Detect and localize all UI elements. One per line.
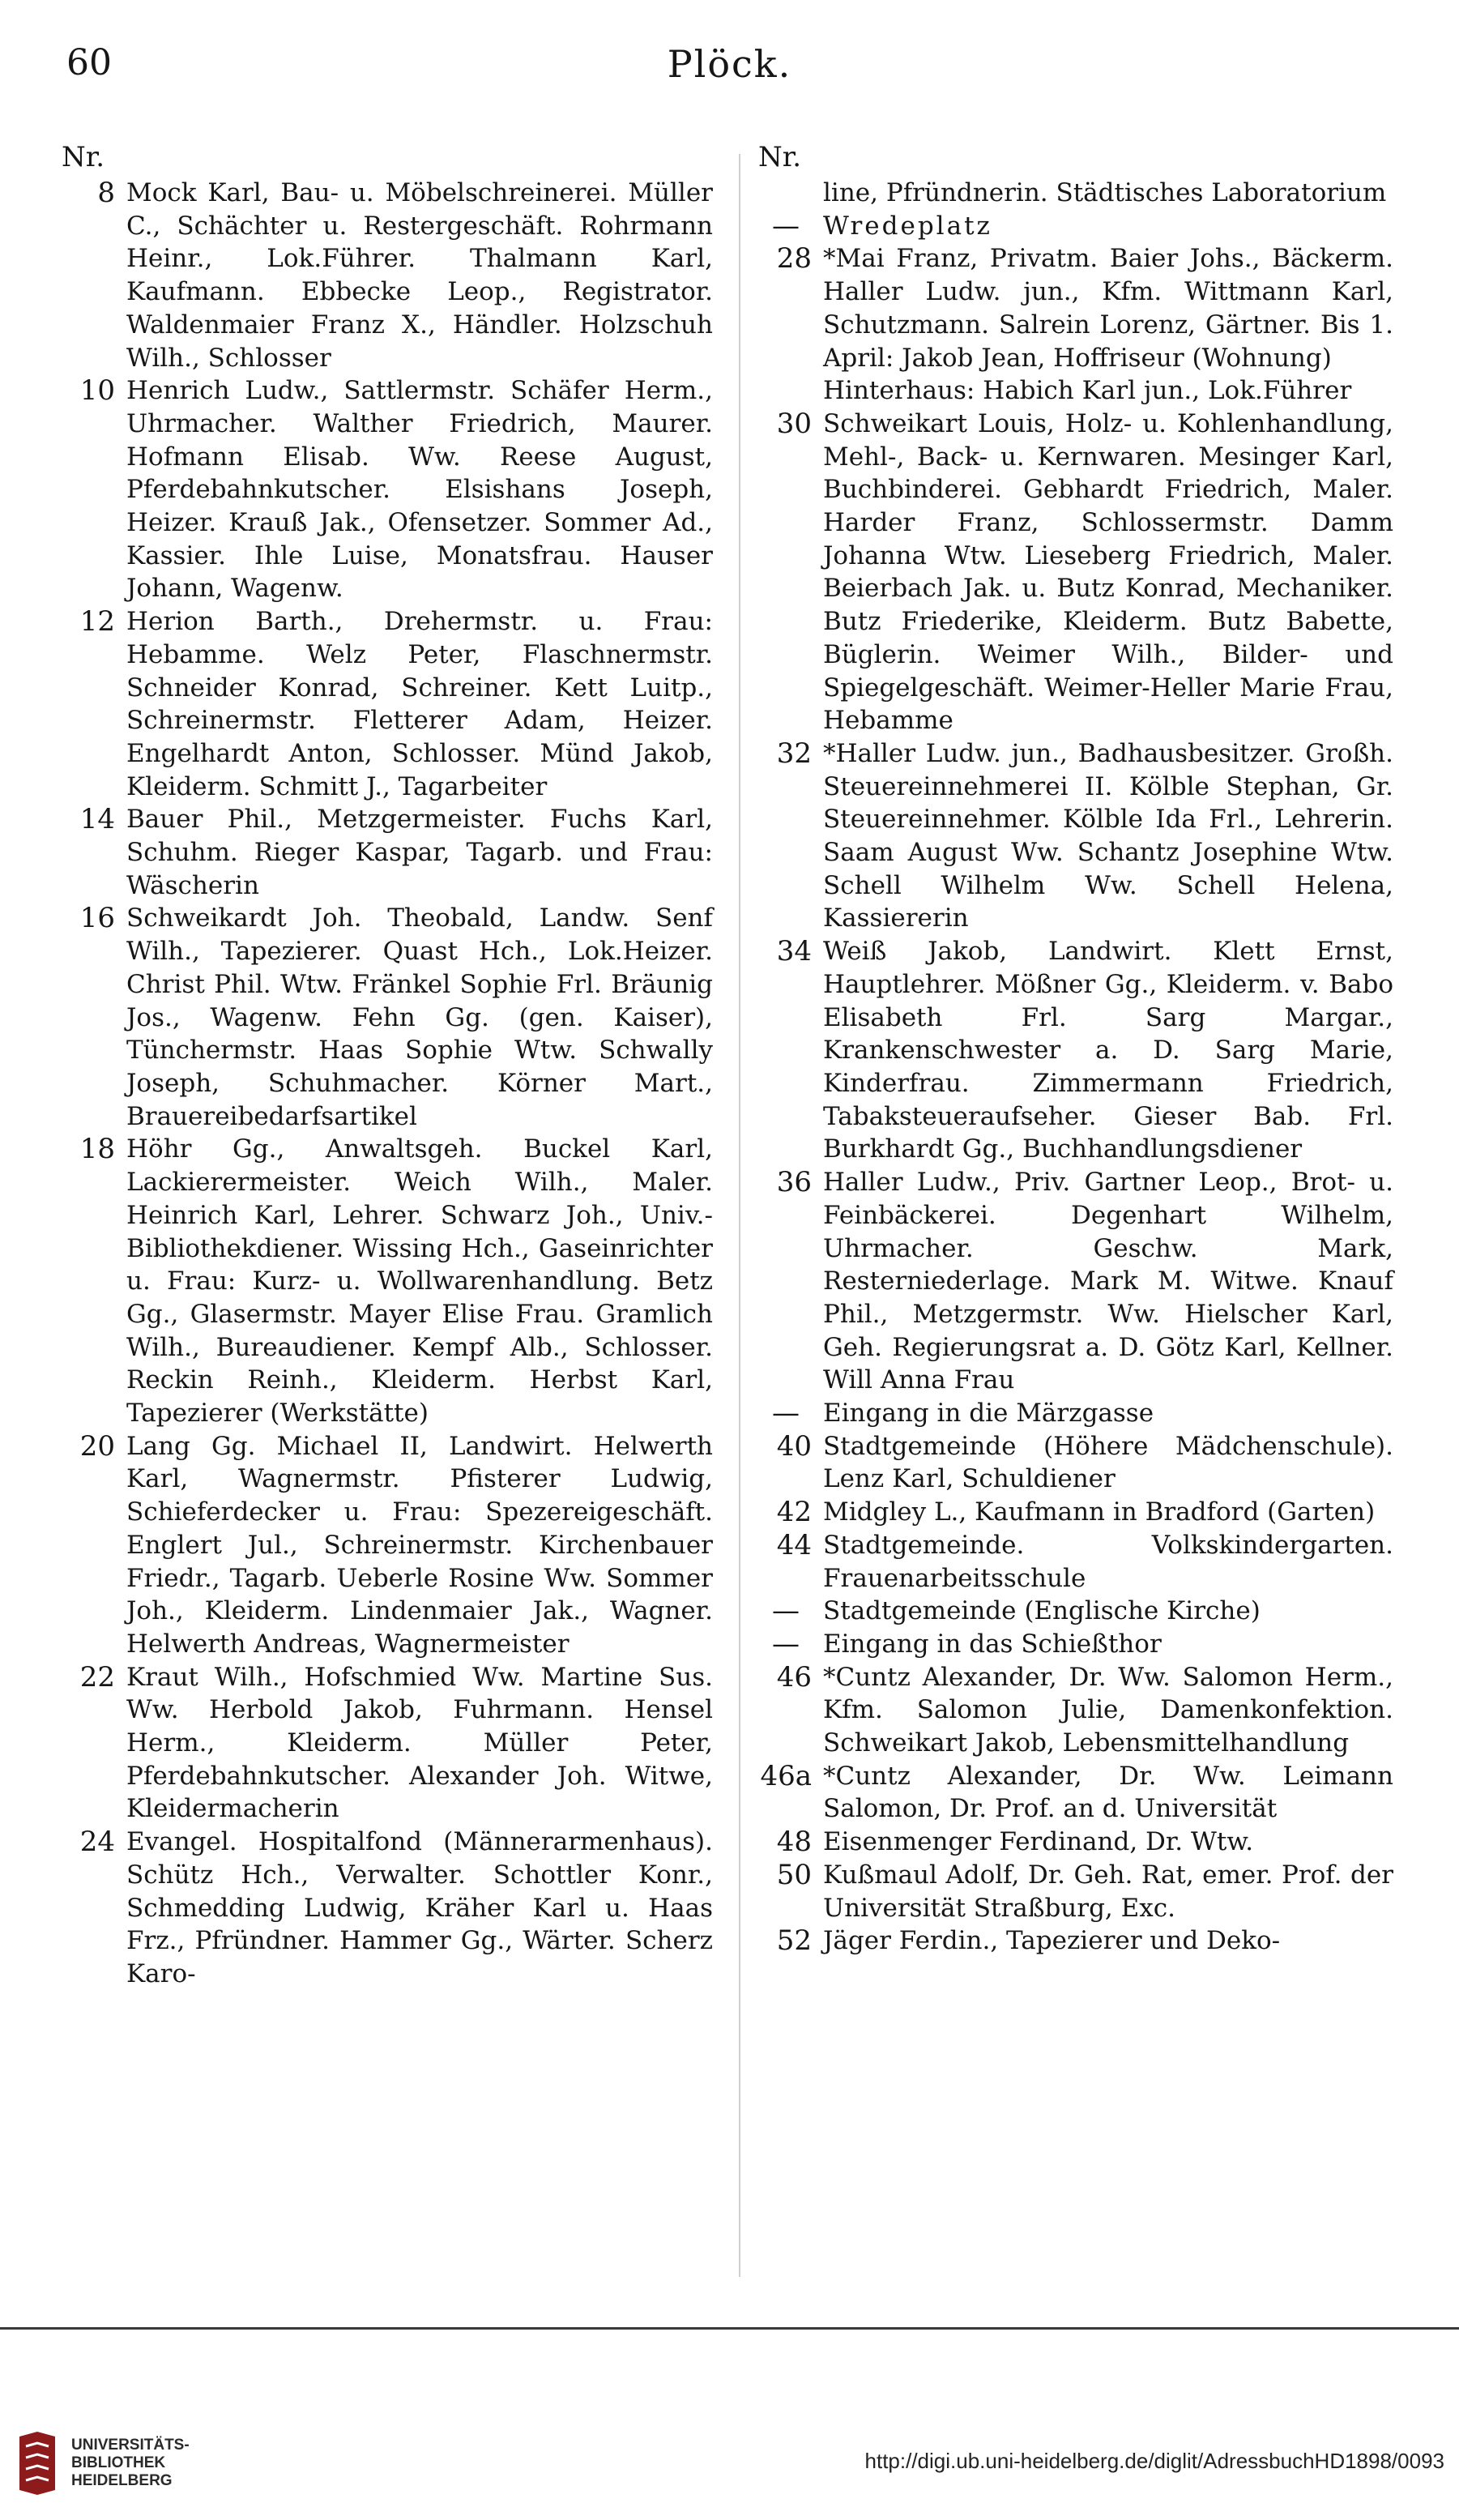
house-number: 48 [776,1826,812,1859]
resident-listing [823,1859,1393,1924]
house-number: 22 [79,1660,115,1694]
house-entry [753,1430,1393,1496]
library-logo [15,2423,258,2504]
house-number: — [772,209,800,242]
house-entry [753,1661,1393,1760]
resident-listing [823,408,1393,737]
resident-listing [126,374,713,605]
right-column [753,143,1393,1958]
house-entry [57,1430,713,1661]
resident-listing [823,1529,1393,1595]
house-number: 36 [776,1166,812,1199]
listing-text: Kraut Wilh., Hofschmied Ww. Martine Sus. Ww. Herbold Jakob, Fuhrmann. Hensel Herm., Kleiderm. Müller Peter, Pferdebahnkutscher. Alexander Joh. Witwe, Kleidermacherin [126,1662,713,1824]
listing-text: Eingang in das Schießthor [823,1629,1162,1659]
library-seal-icon [15,2428,60,2498]
resident-listing [823,935,1393,1166]
house-entry [57,374,713,605]
house-number: — [772,1627,800,1660]
house-entry [753,1859,1393,1924]
listing-text: Bauer Phil., Metzgermeister. Fuchs Karl, Schuhm. Rieger Kaspar, Tagarb. und Frau: Wäscherin [126,805,713,900]
resident-listing [823,1661,1393,1760]
resident-listing [823,374,1393,408]
library-name-line: HEIDELBERG [71,2472,173,2489]
source-url-link[interactable]: http://digi.ub.uni-heidelberg.de/diglit/AdressbuchHD1898/0093 [864,2449,1444,2473]
listing-text: *Mai Franz, Privatm. Baier Johs., Bäckerm. Haller Ludw. jun., Kfm. Wittmann Karl, Schutzmann. Salrein Lorenz, Gärtner. Bis 1. April: Jakob Jean, Hoffriseur (Wohnung) [823,244,1393,373]
resident-listing [823,737,1393,935]
house-entry [753,1760,1393,1826]
listing-text: Herion Barth., Drehermstr. u. Frau: Hebamme. Welz Peter, Flaschnermstr. Schneider Konrad, Schreiner. Kett Luitp., Schreinermstr. Fletterer Adam, Heizer. Engelhardt Anton, Schlosser. Münd Jakob, Kleiderm. Schmitt J., Tagarbeiter [126,607,713,801]
listing-text: Henrich Ludw., Sattlermstr. Schäfer Herm., Uhrmacher. Walther Friedrich, Maurer. Hofmann Elisab. Ww. Reese August, Pferdebahnkutscher. Elsishans Joseph, Heizer. Krauß Jak., Ofensetzer. Sommer Ad., Kassier. Ihle Luise, Monatsfrau. Hauser Johann, Wagenw. [126,376,713,604]
house-number: — [772,1595,800,1628]
resident-listing [126,1826,713,1991]
column-divider [739,154,740,2277]
footer-rule [0,2327,1459,2330]
house-entry [753,242,1393,374]
left-column [57,143,713,1991]
house-entry [57,1133,713,1429]
resident-listing [823,1924,1393,1958]
house-entry [57,177,713,374]
resident-listing [823,1397,1393,1430]
resident-listing [823,177,1393,210]
listing-text: Weiß Jakob, Landwirt. Klett Ernst, Hauptlehrer. Mößner Gg., Kleiderm. v. Babo Elisabeth Frl. Sarg Margar., Krankenschwester a. D. Sarg Marie, Kinderfrau. Zimmermann Friedrich, Tabaksteueraufseher. Gieser Bab. Frl. Burkhardt Gg., Buchhandlungsdiener [823,937,1393,1164]
house-number: 46 [776,1660,812,1694]
running-title: Plöck. [667,42,792,86]
resident-listing [823,1496,1393,1529]
house-number: 46a [760,1759,812,1792]
house-number: 20 [79,1429,115,1463]
house-number: 24 [79,1826,115,1859]
house-entry [753,1496,1393,1529]
library-name-line: BIBLIOTHEK [71,2454,166,2471]
house-entry [753,177,1393,210]
house-entry [57,1826,713,1991]
house-entry [57,605,713,803]
house-entry [753,1529,1393,1595]
house-entry [753,1628,1393,1661]
house-number: 30 [776,407,812,440]
listing-text: Höhr Gg., Anwaltsgeh. Buckel Karl, Lackierermeister. Weich Wilh., Maler. Heinrich Karl, Lehrer. Schwarz Joh., Univ.-Bibliothekdiener. Wissing Hch., Gaseinrichter u. Frau: Kurz- u. Wollwarenhandlung. Betz Gg., Glasermstr. Mayer Elise Frau. Gramlich Wilh., Bureaudiener. Kempf Alb., Schlosser. Reckin Reinh., Kleiderm. Herbst Karl, Tapezierer (Werkstätte) [126,1134,713,1429]
listing-text: Schweikart Louis, Holz- u. Kohlenhandlung, Mehl-, Back- u. Kernwaren. Mesinger Karl, Buchbinderei. Gebhardt Friedrich, Maler. Harder Franz, Schlossermstr. Damm Johanna Wtw. Lieseberg Friedrich, Maler. Beierbach Jak. u. Butz Konrad, Mechaniker. Butz Friederike, Kleiderm. Butz Babette, Büglerin. Weimer Wilh., Bilder- und Spiegelgeschäft. Weimer-Heller Marie Frau, Hebamme [823,408,1393,736]
library-name [71,2437,190,2490]
house-entry [57,1661,713,1826]
resident-listing [823,1628,1393,1661]
house-number: 12 [79,605,115,639]
resident-listing [823,242,1393,374]
house-number: 52 [776,1924,812,1958]
resident-listing [126,1661,713,1826]
house-number: 32 [776,737,812,770]
house-entry [57,803,713,902]
house-entry [753,1826,1393,1859]
resident-listing [823,1595,1393,1628]
house-entry [753,737,1393,935]
listing-text: Schweikardt Joh. Theobald, Landw. Senf Wilh., Tapezierer. Quast Hch., Lok.Heizer. Christ Phil. Wtw. Fränkel Sophie Frl. Bräunig Jos., Wagenw. Fehn Gg. (gen. Kaiser), Tünchermstr. Haas Sophie Wtw. Schwally Joseph, Schuhmacher. Körner Mart., Brauereibedarfsartikel [126,903,713,1131]
resident-listing [126,803,713,902]
listing-text: Stadtgemeinde (Englische Kirche) [823,1596,1261,1626]
house-entry [753,408,1393,737]
resident-listing [126,1430,713,1661]
house-entry [753,1595,1393,1628]
house-number: 14 [79,803,115,836]
resident-listing [823,210,1393,243]
listing-text: Evangel. Hospitalfond (Männerarmenhaus). Schütz Hch., Verwalter. Schottler Konr., Schmedding Ludwig, Kräher Karl u. Haas Frz., Pfründner. Hammer Gg., Wärter. Scherz Karo- [126,1827,713,1988]
resident-listing [126,1133,713,1429]
resident-listing [126,902,713,1133]
street-name: Wredeplatz [823,211,992,241]
column-header: Nr. [758,141,802,173]
library-name-line: UNIVERSITÄTS- [71,2437,190,2454]
listing-text: Haller Ludw., Priv. Gartner Leop., Brot- u. Feinbäckerei. Degenhart Wilhelm, Uhrmacher. Geschw. Mark, Resterniederlage. Mark M. Witwe. Knauf Phil., Metzgermstr. Ww. Hielscher Karl, Geh. Regierungsrat a. D. Götz Karl, Kellner. Will Anna Frau [823,1168,1393,1395]
resident-listing [823,1166,1393,1397]
resident-listing [126,177,713,374]
house-number: 40 [776,1429,812,1463]
listing-text: Midgley L., Kaufmann in Bradford (Garten) [823,1497,1376,1527]
house-entry [753,1924,1393,1958]
resident-listing [823,1760,1393,1826]
listing-text: *Haller Ludw. jun., Badhausbesitzer. Großh. Steuereinnehmerei II. Kölble Stephan, Gr. Steuereinnehmer. Kölble Ida Frl., Lehrerin. Saam August Ww. Schantz Josephine Wtw. Schell Wilhelm Ww. Schell Helena, Kassiererin [823,738,1393,933]
house-number: 10 [79,374,115,408]
house-number: 28 [776,242,812,275]
house-entry [753,1166,1393,1397]
listing-text: Lang Gg. Michael II, Landwirt. Helwerth Karl, Wagnermstr. Pfisterer Ludwig, Schieferdecker u. Frau: Spezereigeschäft. Englert Jul., Schreinermstr. Kirchenbauer Friedr., Tagarb. Ueberle Rosine Ww. Sommer Joh., Kleiderm. Lindenmaier Jak., Wagner. Helwerth Andreas, Wagnermeister [126,1431,713,1659]
resident-listing [823,1430,1393,1496]
house-number: 50 [776,1858,812,1891]
listing-text: Eingang in die Märzgasse [823,1399,1154,1429]
listing-text: Kußmaul Adolf, Dr. Geh. Rat, emer. Prof. der Universität Straßburg, Exc. [823,1860,1393,1923]
house-number: 18 [79,1133,115,1166]
house-number: 8 [97,177,115,209]
resident-listing [126,605,713,803]
listing-text: line, Pfründnerin. Städtisches Laboratorium [823,178,1387,207]
listing-text: Jäger Ferdin., Tapezierer und Deko- [823,1926,1281,1956]
house-entry [753,935,1393,1166]
listing-text: Eisenmenger Ferdinand, Dr. Wtw. [823,1827,1254,1857]
listing-text: Stadtgemeinde (Höhere Mädchenschule). Lenz Karl, Schuldiener [823,1431,1393,1494]
listing-text: Hinterhaus: Habich Karl jun., Lok.Führer [823,376,1352,406]
listing-text: *Cuntz Alexander, Dr. Ww. Leimann Salomon, Dr. Prof. an d. Universität [823,1761,1393,1824]
listing-text: Stadtgemeinde. Volkskindergarten. Frauenarbeitsschule [823,1530,1393,1593]
page-number: 60 [66,42,112,83]
house-number: 16 [79,902,115,935]
listing-text: Mock Karl, Bau- u. Möbelschreinerei. Müller C., Schächter u. Restergeschäft. Rohrmann Heinr., Lok.Führer. Thalmann Karl, Kaufmann. Ebbecke Leop., Registrator. Waldenmaier Franz X., Händler. Holzschuh Wilh., Schlosser [126,178,713,373]
house-entry [57,902,713,1133]
house-number: 44 [776,1528,812,1561]
house-entry [753,374,1393,408]
house-number: 34 [776,935,812,968]
column-header: Nr. [62,141,105,173]
house-entry [753,1397,1393,1430]
house-entry [753,210,1393,243]
resident-listing [823,1826,1393,1859]
house-number: — [772,1397,800,1430]
house-number: 42 [776,1496,812,1529]
listing-text: *Cuntz Alexander, Dr. Ww. Salomon Herm., Kfm. Salomon Julie, Damenkonfektion. Schweikart Jakob, Lebensmittelhandlung [823,1662,1393,1758]
